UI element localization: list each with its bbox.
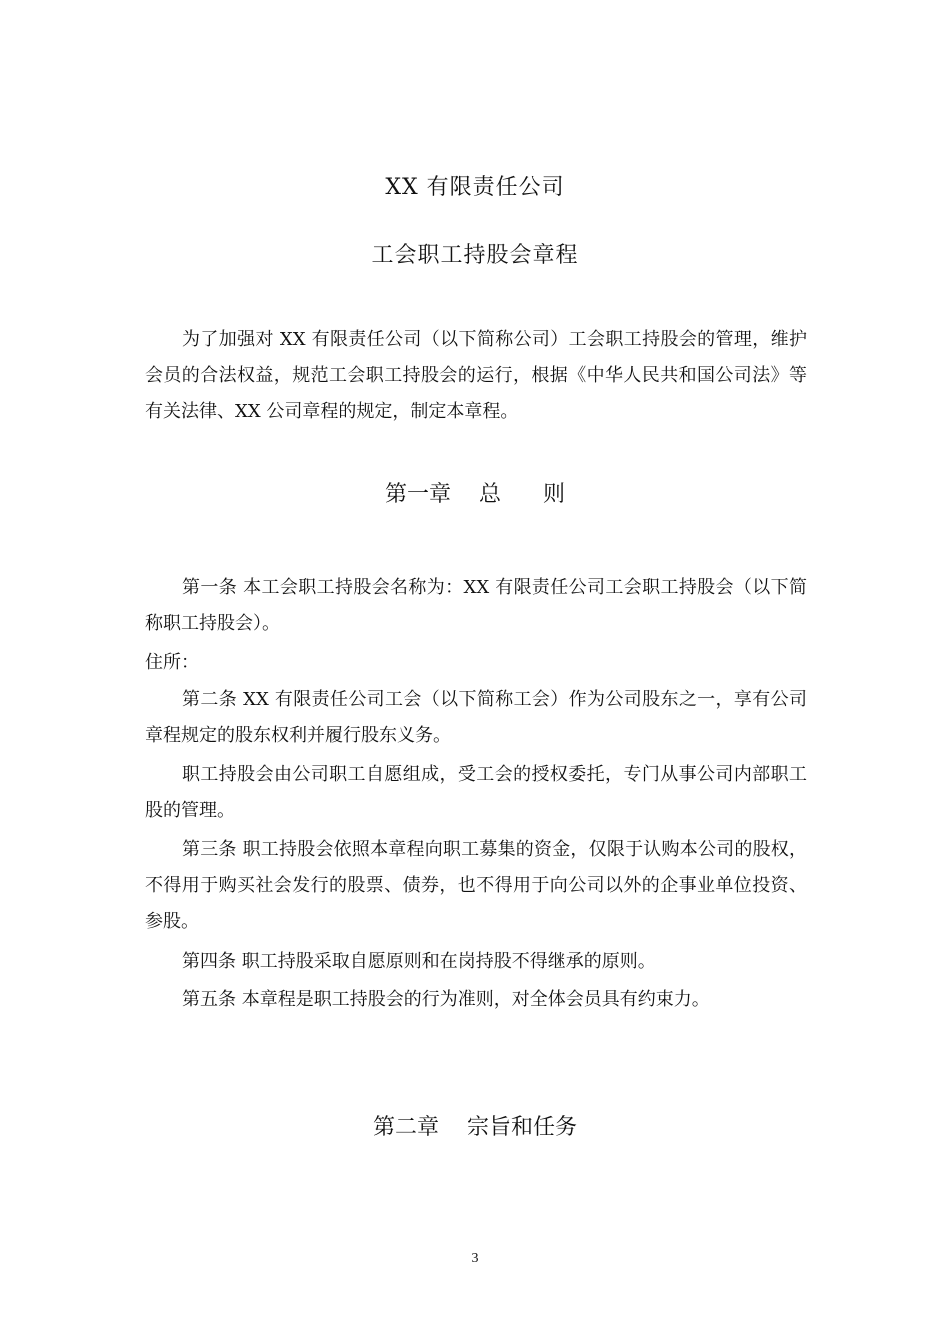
article-3: 第三条 职工持股会依照本章程向职工募集的资金，仅限于认购本公司的股权，不得用于购买社会发行的股票、债券，也不得用于向公司以外的企事业单位投资、参股。 (145, 839, 807, 932)
article-4: 第四条 职工持股采取自愿原则和在岗持股不得继承的原则。 (182, 951, 656, 972)
article-2-paragraph-2: 职工持股会由公司职工自愿组成，受工会的授权委托，专门从事公司内部职工股的管理。 (145, 764, 807, 821)
address-label: 住所： (145, 652, 199, 673)
article-1: 第一条 本工会职工持股会名称为：XX 有限责任公司工会职工持股会（以下简称职工持股会）。 (145, 577, 807, 634)
article-5: 第五条 本章程是职工持股会的行为准则，对全体会员具有约束力。 (182, 989, 710, 1010)
page-number: 3 (471, 1251, 479, 1266)
chapter-2-heading: 第二章 宗旨和任务 (373, 1115, 577, 1140)
article-2: 第二条 XX 有限责任公司工会（以下简称工会）作为公司股东之一，享有公司章程规定的股东权利并履行股东义务。 (145, 689, 807, 746)
preamble-paragraph: 为了加强对 XX 有限责任公司（以下简称公司）工会职工持股会的管理，维护会员的合法权益，规范工会职工持股会的运行，根据《中华人民共和国公司法》等有关法律、XX 公司章程的规定，制定本章程。 (145, 329, 807, 422)
charter-title: 工会职工持股会章程 (371, 243, 579, 268)
company-title: XX 有限责任公司 (385, 175, 565, 200)
chapter-1-heading: 第一章 总 则 (385, 482, 565, 507)
